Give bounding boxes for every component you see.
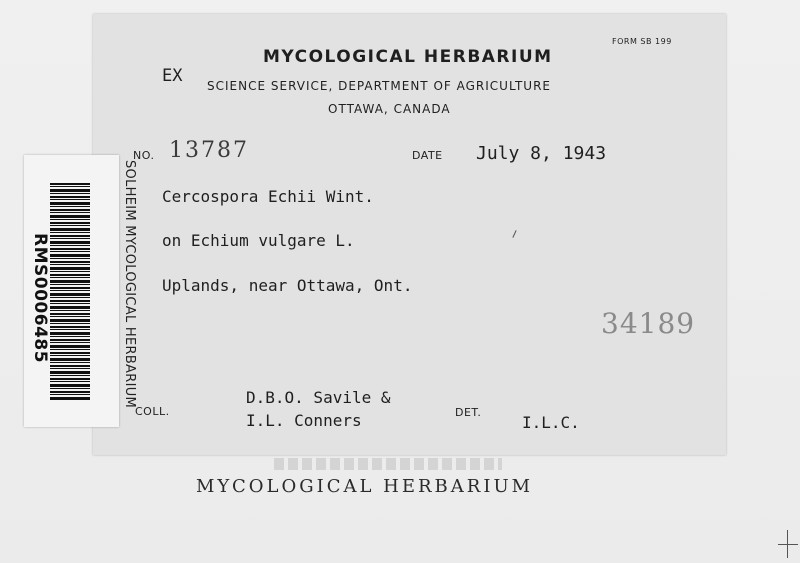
form-number: FORM SB 199 xyxy=(612,37,672,46)
determiner-value: I.L.C. xyxy=(522,413,580,432)
determiner-label: DET. xyxy=(455,406,482,419)
department-line: SCIENCE SERVICE, DEPARTMENT OF AGRICULTURE xyxy=(207,79,552,93)
barcode-code: RMS0006485 xyxy=(30,233,50,364)
specimen-number: 13787 xyxy=(169,138,249,163)
collector-line-2: I.L. Conners xyxy=(246,411,362,430)
city-line: OTTAWA, CANADA xyxy=(328,102,451,116)
locality: Uplands, near Ottawa, Ont. xyxy=(162,276,413,295)
host-plant: on Echium vulgare L. xyxy=(162,231,355,250)
species-name: Cercospora Echii Wint. xyxy=(162,187,374,206)
collector-line-1: D.B.O. Savile & xyxy=(246,388,391,407)
stamped-number: 34189 xyxy=(601,307,696,340)
barcode-bars xyxy=(50,183,90,401)
herbarium-title: MYCOLOGICAL HERBARIUM xyxy=(263,47,553,67)
registration-crosshair-icon xyxy=(778,530,798,558)
barcode-label xyxy=(24,155,137,427)
footer-herbarium-name: MYCOLOGICAL HERBARIUM xyxy=(196,476,534,497)
pencil-tick-mark xyxy=(512,230,516,238)
number-label: NO. xyxy=(133,149,155,162)
faded-stamp-text xyxy=(274,458,502,470)
specimen-label-card xyxy=(93,14,726,455)
barcode-organization: SOLHEIM MYCOLOGICAL HERBARIUM xyxy=(122,160,137,409)
ex-mark: EX xyxy=(162,66,183,86)
collection-date: July 8, 1943 xyxy=(476,143,607,164)
collector-label: COLL. xyxy=(135,405,170,418)
date-label: DATE xyxy=(412,149,443,162)
